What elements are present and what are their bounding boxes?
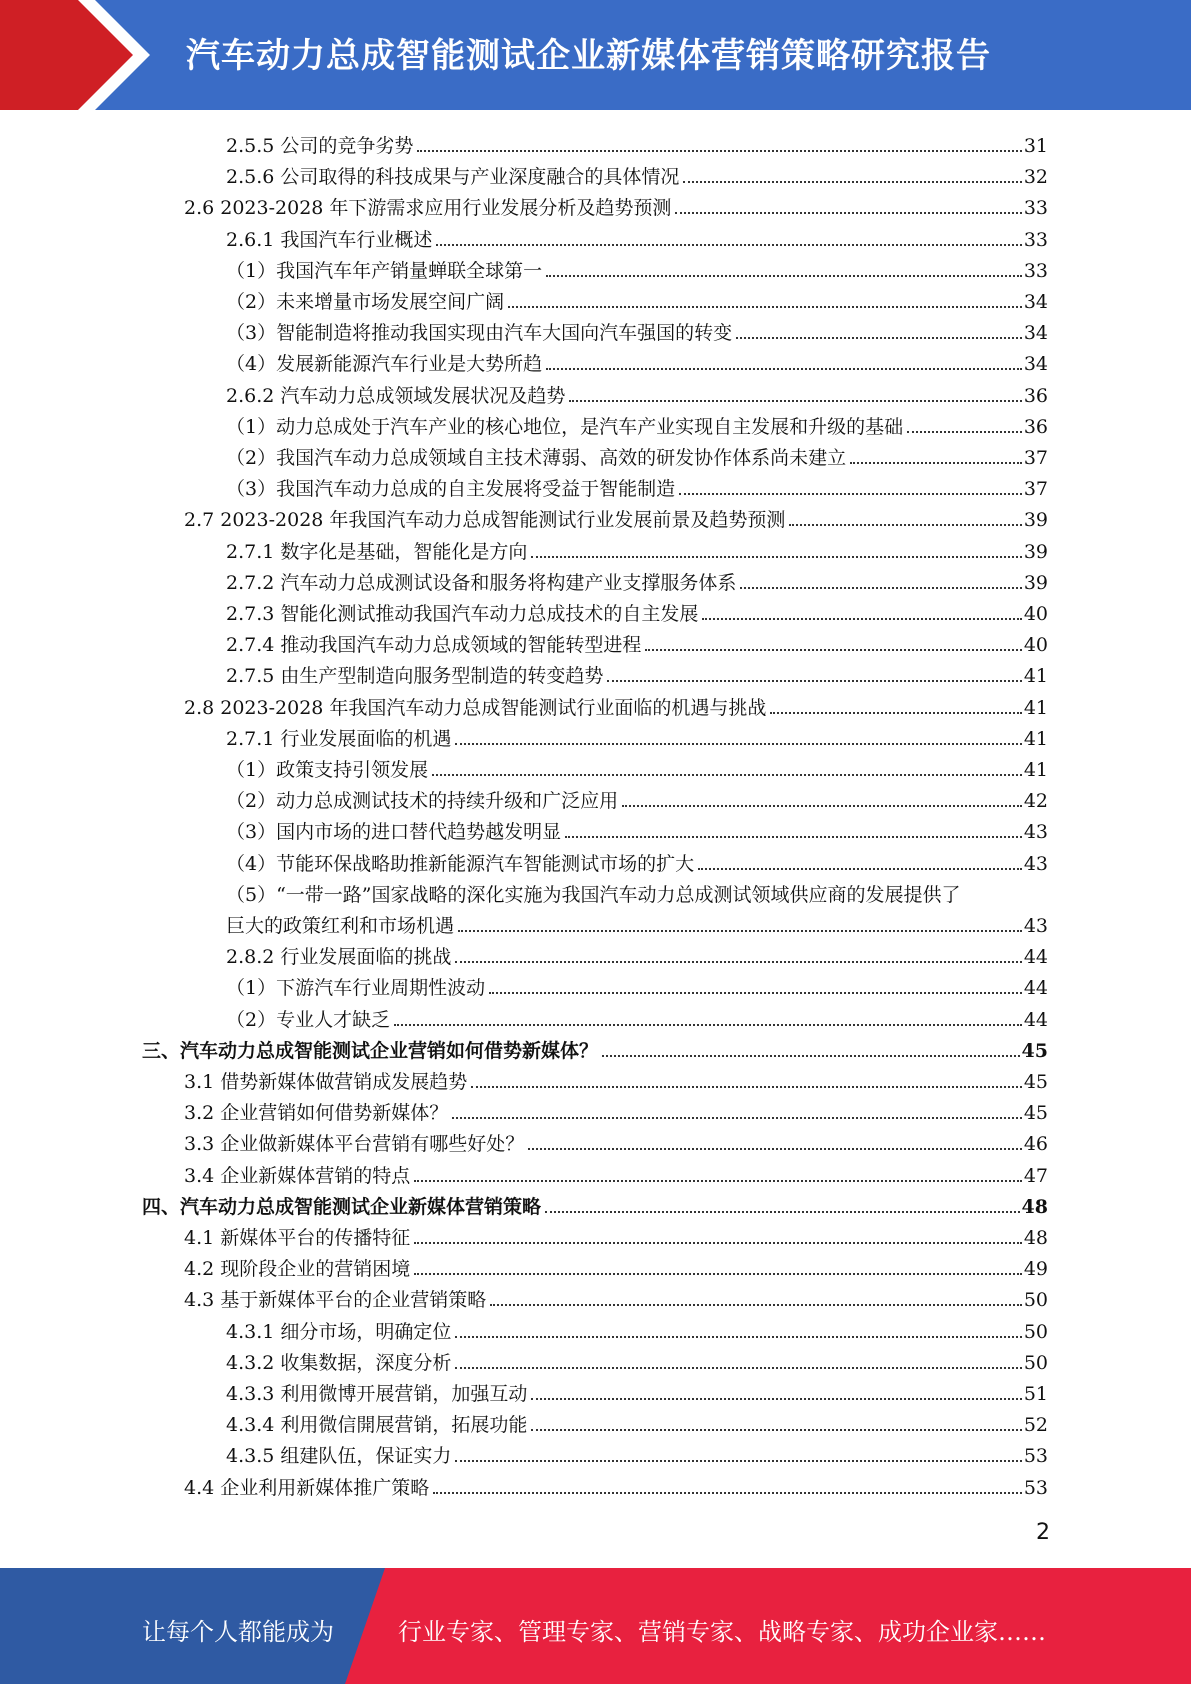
toc-entry-title: 4.3.5 组建队伍，保证实力	[226, 1445, 452, 1468]
toc-entry-page: 46	[1023, 1133, 1048, 1156]
toc-leader-dots	[394, 1024, 1022, 1026]
toc-entry-page: 53	[1023, 1476, 1048, 1499]
toc-leader-dots	[531, 1398, 1021, 1400]
toc-entry-page: 33	[1023, 197, 1048, 220]
toc-entry-page: 43	[1023, 852, 1048, 875]
toc-leader-dots	[508, 306, 1022, 308]
toc-entry[interactable]	[226, 127, 1048, 158]
toc-entry[interactable]	[184, 1250, 1048, 1281]
toc-leader-dots	[546, 368, 1022, 370]
toc-entry[interactable]	[226, 283, 1048, 314]
toc-entry-title: 4.3.4 利用微信開展营销，拓展功能	[226, 1414, 528, 1437]
toc-entry-page: 45	[1023, 1102, 1048, 1125]
toc-entry[interactable]	[142, 1188, 1048, 1219]
toc-entry[interactable]	[226, 1344, 1048, 1375]
toc-entry-page: 42	[1023, 790, 1048, 813]
toc-entry-page: 47	[1023, 1164, 1048, 1187]
toc-entry-title: 2.5.6 公司取得的科技成果与产业深度融合的具体情况	[226, 166, 680, 189]
toc-leader-dots	[740, 587, 1021, 589]
toc-entry-page: 52	[1023, 1414, 1048, 1437]
toc-leader-dots	[645, 649, 1021, 651]
toc-entry-page: 34	[1023, 291, 1048, 313]
toc-entry[interactable]	[226, 876, 1048, 907]
toc-entry[interactable]	[226, 564, 1048, 595]
toc-entry-title: （1）我国汽车年产销量蝉联全球第一	[226, 259, 543, 282]
toc-leader-dots	[528, 1148, 1022, 1150]
toc-entry-title: 2.6.1 我国汽车行业概述	[226, 228, 433, 251]
toc-leader-dots	[414, 1273, 1022, 1275]
toc-entry[interactable]	[226, 1437, 1048, 1468]
toc-entry-title: 3.4 企业新媒体营销的特点	[184, 1164, 411, 1187]
toc-entry[interactable]	[226, 1406, 1048, 1437]
toc-entry-title: （3）国内市场的进口替代趋势越发明显	[226, 821, 562, 844]
toc-entry-title: 2.7.5 由生产型制造向服务型制造的转变趋势	[226, 665, 604, 688]
toc-leader-dots	[455, 1460, 1021, 1462]
toc-entry[interactable]	[184, 501, 1048, 532]
toc-entry-title: 2.7.3 智能化测试推动我国汽车动力总成技术的自主发展	[226, 603, 699, 625]
toc-leader-dots	[490, 1304, 1022, 1306]
toc-entry-title: 4.3.3 利用微博开展营销，加强互动	[226, 1383, 528, 1405]
toc-entry[interactable]	[226, 158, 1048, 189]
toc-entry-page: 31	[1023, 135, 1048, 157]
toc-entry[interactable]	[226, 1313, 1048, 1344]
toc-entry-title: （2）专业人才缺乏	[226, 1008, 391, 1031]
toc-entry[interactable]	[184, 1063, 1048, 1094]
toc-leader-dots	[675, 212, 1021, 214]
toc-entry[interactable]	[226, 845, 1048, 876]
toc-entry-title: （4）节能环保战略助推新能源汽车智能测试市场的扩大	[226, 852, 695, 875]
toc-entry-page: 43	[1023, 915, 1048, 937]
toc-entry-page: 44	[1023, 977, 1048, 1000]
toc-entry-page: 34	[1023, 353, 1048, 376]
toc-entry[interactable]	[226, 813, 1048, 844]
toc-entry-page: 45	[1023, 1071, 1048, 1093]
toc-entry-page: 34	[1023, 322, 1048, 345]
toc-entry[interactable]	[184, 1469, 1048, 1500]
header-title: 汽车动力总成智能测试企业新媒体营销策略研究报告	[186, 36, 991, 76]
toc-leader-dots	[546, 275, 1022, 277]
toc-entry[interactable]	[226, 470, 1048, 501]
toc-entry[interactable]	[226, 751, 1048, 782]
toc-leader-dots	[569, 400, 1021, 402]
toc-leader-dots	[452, 1117, 1022, 1119]
toc-entry-page: 36	[1023, 384, 1048, 407]
toc-entry-title: 4.2 现阶段企业的营销困境	[184, 1258, 411, 1281]
toc-entry-title: 2.7.1 数字化是基础，智能化是方向	[226, 540, 528, 563]
toc-entry-page: 39	[1023, 509, 1048, 532]
page-number: 2	[1036, 1520, 1050, 1545]
toc-entry-title: 2.7.1 行业发展面临的机遇	[226, 727, 452, 750]
toc-entry[interactable]	[142, 1032, 1048, 1063]
toc-entry-page: 51	[1023, 1383, 1048, 1405]
toc-leader-dots	[770, 712, 1021, 714]
toc-leader-dots	[455, 1367, 1021, 1369]
toc-leader-dots	[414, 1180, 1022, 1182]
toc-entry-title: 4.4 企业利用新媒体推广策略	[184, 1476, 430, 1499]
toc-entry[interactable]	[226, 938, 1048, 969]
toc-leader-dots	[531, 556, 1021, 558]
toc-leader-dots	[679, 493, 1022, 495]
toc-entry-page: 33	[1023, 259, 1048, 282]
toc-entry-page: 45	[1021, 1039, 1048, 1062]
toc-entry-page: 48	[1021, 1195, 1048, 1218]
toc-leader-dots	[455, 1336, 1021, 1338]
toc-entry-page: 50	[1023, 1351, 1048, 1374]
toc-entry-page: 41	[1023, 665, 1048, 688]
toc-entry[interactable]	[226, 1375, 1048, 1406]
toc-entry-title: 四、汽车动力总成智能测试企业新媒体营销策略	[142, 1195, 542, 1218]
toc-leader-dots	[565, 836, 1022, 838]
toc-entry-page: 40	[1023, 603, 1048, 625]
toc-entry[interactable]	[226, 221, 1048, 252]
toc-entry-page: 48	[1023, 1227, 1048, 1249]
toc-entry-title: 4.3.2 收集数据，深度分析	[226, 1351, 452, 1374]
toc-entry-page: 39	[1023, 571, 1048, 594]
toc-entry-page: 44	[1023, 1008, 1048, 1031]
toc-leader-dots	[455, 961, 1021, 963]
toc-leader-dots	[489, 992, 1022, 994]
toc-entry-title: （2）我国汽车动力总成领域自主技术薄弱、高效的研发协作体系尚未建立	[226, 447, 847, 469]
page-footer	[0, 1568, 1191, 1684]
toc-entry-page: 43	[1023, 821, 1048, 844]
toc-leader-dots	[433, 1492, 1022, 1494]
toc-entry-title: （3）我国汽车动力总成的自主发展将受益于智能制造	[226, 478, 676, 501]
toc-entry[interactable]	[226, 439, 1048, 470]
toc-entry[interactable]	[184, 689, 1048, 720]
toc-entry-title: 4.3 基于新媒体平台的企业营销策略	[184, 1289, 487, 1312]
toc-entry-title: （2）动力总成测试技术的持续升级和广泛应用	[226, 790, 619, 813]
toc-entry-page: 44	[1023, 946, 1048, 969]
toc-leader-dots	[850, 462, 1022, 464]
toc-entry-page: 41	[1023, 696, 1048, 719]
toc-leader-dots	[417, 150, 1021, 152]
toc-leader-dots	[414, 1242, 1022, 1244]
toc-entry[interactable]	[226, 782, 1048, 813]
toc-entry-page: 50	[1023, 1289, 1048, 1312]
toc-entry[interactable]	[184, 1281, 1048, 1312]
toc-leader-dots	[789, 524, 1021, 526]
footer-slogan-left: 让每个人都能成为	[142, 1618, 334, 1646]
toc-entry[interactable]	[226, 314, 1048, 345]
toc-entry-page: 37	[1023, 447, 1048, 469]
toc-leader-dots	[436, 244, 1021, 246]
toc-entry-title: 2.7.4 推动我国汽车动力总成领域的智能转型进程	[226, 634, 642, 657]
toc-entry-title: 2.6 2023-2028 年下游需求应用行业发展分析及趋势预测	[184, 197, 672, 220]
toc-entry-page: 50	[1023, 1320, 1048, 1343]
toc-entry[interactable]	[226, 533, 1048, 564]
toc-entry[interactable]	[226, 969, 1048, 1000]
toc-leader-dots	[455, 743, 1021, 745]
toc-entry-title: 4.1 新媒体平台的传播特征	[184, 1227, 411, 1249]
toc-entry-page: 41	[1023, 759, 1048, 781]
toc-leader-dots	[683, 181, 1021, 183]
toc-entry[interactable]	[184, 1094, 1048, 1125]
toc-entry-title: 2.7.2 汽车动力总成测试设备和服务将构建产业支撑服务体系	[226, 571, 737, 594]
toc-entry-title: 2.8.2 行业发展面临的挑战	[226, 946, 452, 969]
toc-entry-page: 40	[1023, 634, 1048, 657]
toc-entry[interactable]	[226, 626, 1048, 657]
toc-entry-title: 3.1 借势新媒体做营销成发展趋势	[184, 1071, 468, 1093]
toc-entry-title: 2.8 2023-2028 年我国汽车动力总成智能测试行业面临的机遇与挑战	[184, 696, 767, 719]
toc-entry[interactable]	[226, 1001, 1048, 1032]
toc-entry-title: 2.5.5 公司的竞争劣势	[226, 135, 414, 157]
toc-entry-page: 39	[1023, 540, 1048, 563]
toc-entry[interactable]	[226, 720, 1048, 751]
toc-entry-title: 巨大的政策红利和市场机遇	[226, 915, 455, 937]
toc-entry-page: 36	[1023, 415, 1048, 438]
footer-slogan-right: 行业专家、管理专家、营销专家、战略专家、成功企业家……	[398, 1618, 1046, 1646]
toc-entry-title: 3.2 企业营销如何借势新媒体？	[184, 1102, 449, 1125]
toc-entry-title: 2.7 2023-2028 年我国汽车动力总成智能测试行业发展前景及趋势预测	[184, 509, 786, 532]
toc-entry[interactable]	[184, 1157, 1048, 1188]
toc-leader-dots	[702, 618, 1021, 620]
toc-entry-title: （2）未来增量市场发展空间广阔	[226, 291, 505, 313]
toc-entry-title: 2.6.2 汽车动力总成领域发展状况及趋势	[226, 384, 566, 407]
toc-entry[interactable]	[184, 1125, 1048, 1156]
toc-entry[interactable]	[226, 252, 1048, 283]
toc-leader-dots	[458, 930, 1022, 932]
toc-entry[interactable]	[226, 595, 1048, 626]
toc-entry[interactable]	[226, 657, 1048, 688]
toc-leader-dots	[698, 868, 1022, 870]
toc-entry-title: （1）动力总成处于汽车产业的核心地位，是汽车产业实现自主发展和升级的基础	[226, 415, 904, 438]
toc-leader-dots	[907, 431, 1022, 433]
toc-entry-title: （3）智能制造将推动我国实现由汽车大国向汽车强国的转变	[226, 322, 733, 345]
toc-leader-dots	[607, 680, 1021, 682]
toc-entry-page: 32	[1023, 166, 1048, 189]
toc-entry-title: 4.3.1 细分市场，明确定位	[226, 1320, 452, 1343]
toc-leader-dots	[602, 1055, 1020, 1057]
toc-entry[interactable]	[226, 907, 1048, 938]
toc-entry-page: 33	[1023, 228, 1048, 251]
toc-entry-title: （1）下游汽车行业周期性波动	[226, 977, 486, 1000]
toc-leader-dots	[432, 774, 1022, 776]
toc-entry[interactable]	[226, 408, 1048, 439]
toc-entry-page: 53	[1023, 1445, 1048, 1468]
toc-entry-title: （1）政策支持引领发展	[226, 759, 429, 781]
toc-leader-dots	[622, 805, 1022, 807]
toc-entry[interactable]	[184, 1219, 1048, 1250]
toc-entry-title: （5）“一带一路”国家战略的深化实施为我国汽车动力总成测试领域供应商的发展提供了	[226, 883, 961, 906]
page-header	[0, 0, 1191, 110]
toc-entry-title: 三、汽车动力总成智能测试企业营销如何借势新媒体？	[142, 1039, 599, 1062]
toc-leader-dots	[531, 1429, 1021, 1431]
toc-entry[interactable]	[184, 189, 1048, 220]
toc-entry-page: 37	[1023, 478, 1048, 501]
toc-leader-dots	[736, 337, 1022, 339]
toc-entry-title: （4）发展新能源汽车行业是大势所趋	[226, 353, 543, 376]
toc-entry-page: 41	[1023, 727, 1048, 750]
toc-leader-dots	[471, 1086, 1022, 1088]
toc-entry[interactable]	[226, 377, 1048, 408]
toc-entry[interactable]	[226, 345, 1048, 376]
toc-leader-dots	[545, 1211, 1020, 1213]
toc-entry-title: 3.3 企业做新媒体平台营销有哪些好处？	[184, 1133, 525, 1156]
toc-entry-page: 49	[1023, 1258, 1048, 1281]
